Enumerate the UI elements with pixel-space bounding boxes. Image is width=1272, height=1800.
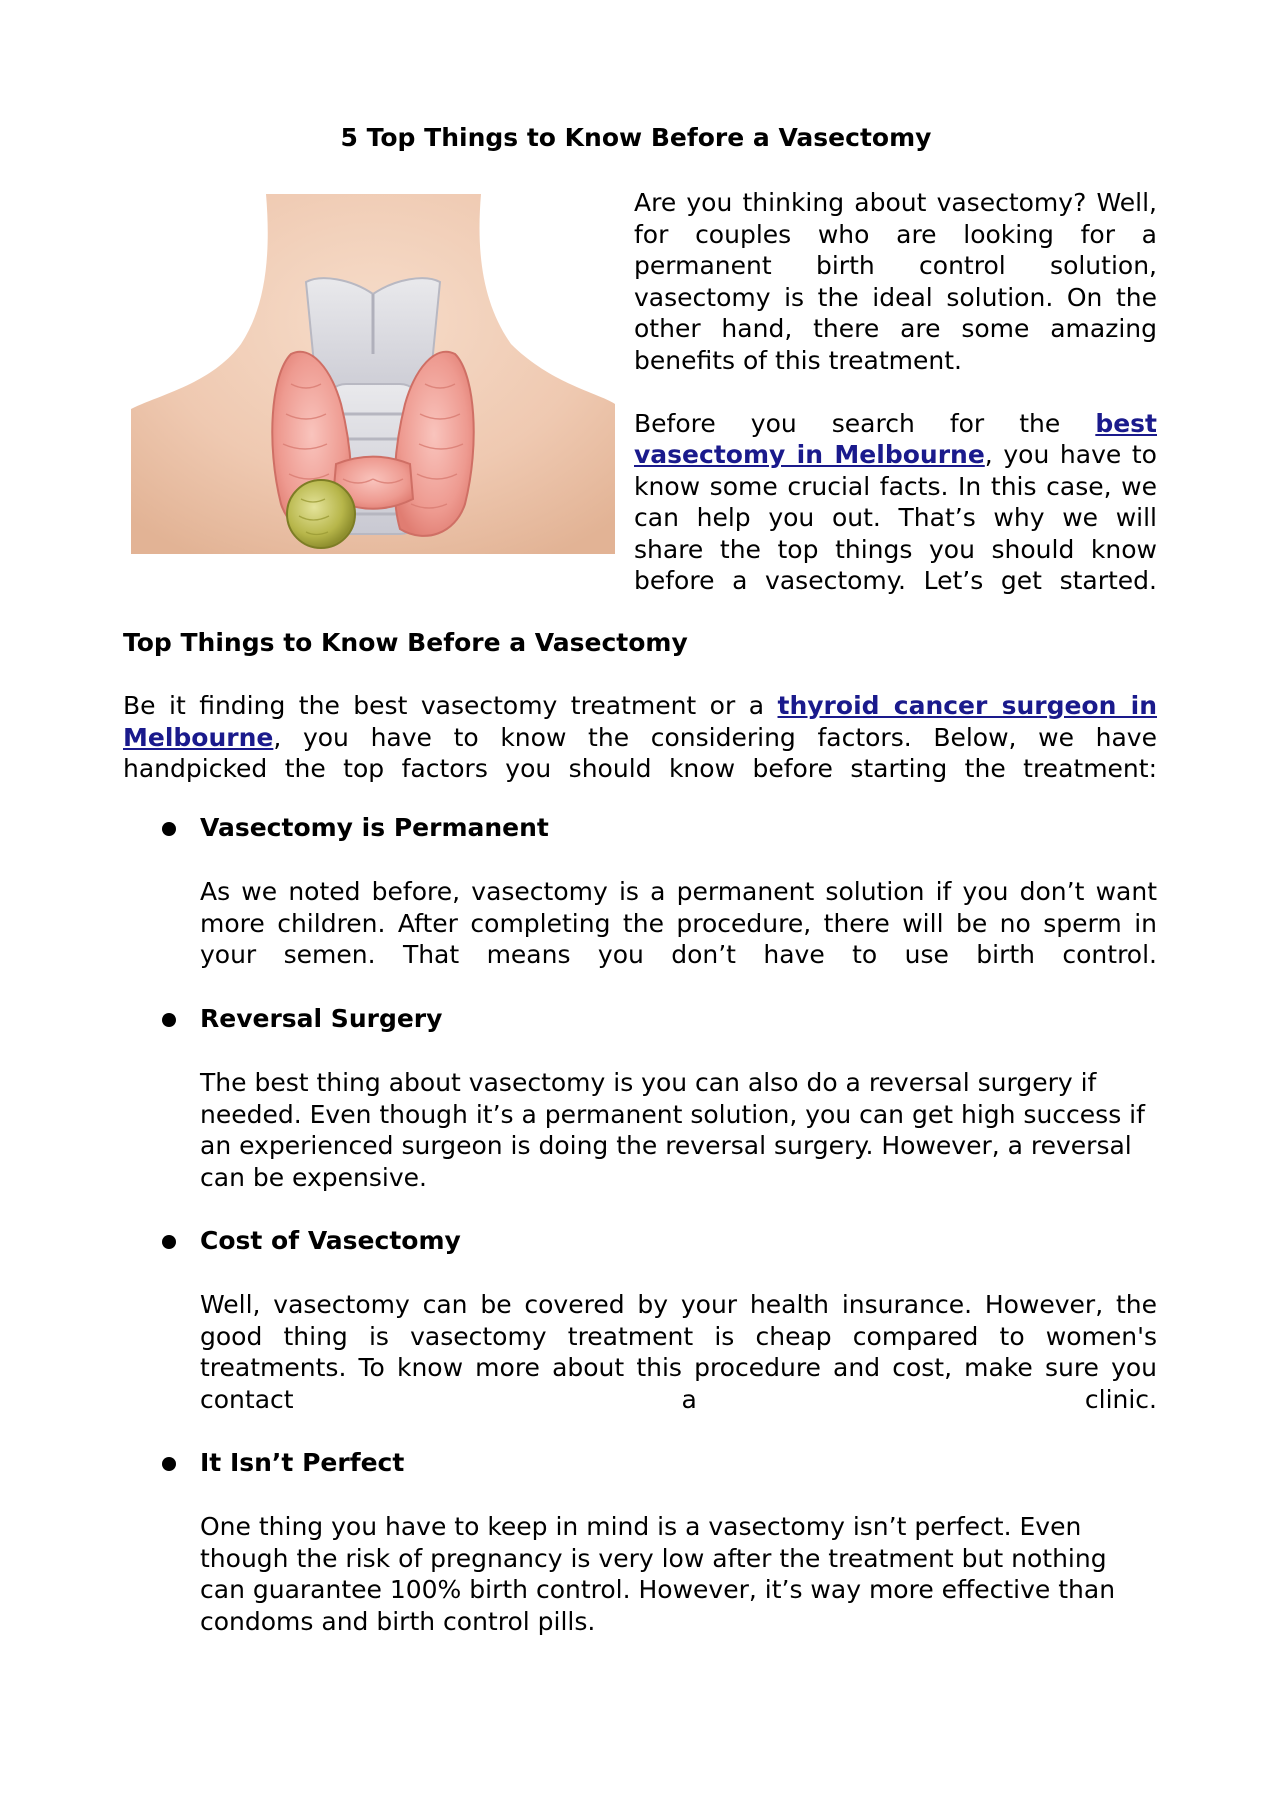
factor-body: Well, vasectomy can be covered by your health insurance. However, the good thing is vasectomy treatment is cheap compared to women's treatments. To know more about this procedure and cost, make sure you contact a clinic.	[200, 1290, 1157, 1414]
intro-paragraph-2-start: Before you search for the	[634, 408, 1096, 438]
intro-paragraph-2	[634, 408, 1157, 597]
bullet-icon	[162, 1235, 176, 1249]
bullet-icon	[162, 1013, 176, 1027]
page-title: 5 Top Things to Know Before a Vasectomy	[340, 123, 932, 152]
intro-paragraph-2-end: , you have to know some crucial facts. In this case, we can help you out. That’s why we will share the top things you should know before a vasectomy. Let’s get started.	[634, 440, 1157, 595]
factor-heading: Reversal Surgery	[200, 1004, 443, 1033]
bullet-icon	[162, 1457, 176, 1471]
bullet-icon	[162, 822, 176, 836]
thyroid-illustration-icon	[131, 194, 615, 554]
factor-body: As we noted before, vasectomy is a permanent solution if you don’t want more children. After completing the procedure, there will be no sperm in your semen. That means you don’t have to use birth control.	[200, 877, 1157, 969]
paragraph-gap	[634, 376, 1157, 408]
thyroid-illustration	[131, 194, 615, 554]
lead-end: , you have to know the considering factors. Below, we have handpicked the top factors you should know before starting the treatment:	[123, 722, 1157, 783]
factor-heading: It Isn’t Perfect	[200, 1448, 405, 1477]
factor-heading: Cost of Vasectomy	[200, 1226, 461, 1255]
factor-heading: Vasectomy is Permanent	[200, 813, 549, 842]
lead-paragraph	[123, 690, 1157, 785]
best-vasectomy-link[interactable]: best vasectomy in Melbourne	[634, 408, 1157, 469]
thyroid-surgeon-link[interactable]: thyroid cancer surgeon in Melbourne	[123, 691, 1157, 752]
intro-section	[634, 187, 1157, 597]
intro-paragraph-1: Are you thinking about vasectomy? Well, for couples who are looking for a permanent birth control solution, vasectomy is the ideal solution. On the other hand, there are some amazing benefits of this treatment.	[634, 188, 1157, 375]
factor-body: One thing you have to keep in mind is a vasectomy isn’t perfect. Even though the risk of pregnancy is very low after the treatment but nothing can guarantee 100% birth control. However, it’s way more effective than condoms and birth control pills.	[200, 1512, 1116, 1636]
factor-body: The best thing about vasectomy is you can also do a reversal surgery if needed. Even though it’s a permanent solution, you can get high success if an experienced surgeon is doing the reversal surgery. However, a reversal can be expensive.	[200, 1068, 1145, 1192]
lead-start: Be it finding the best vasectomy treatment or a	[123, 691, 778, 720]
section-heading: Top Things to Know Before a Vasectomy	[123, 628, 688, 657]
